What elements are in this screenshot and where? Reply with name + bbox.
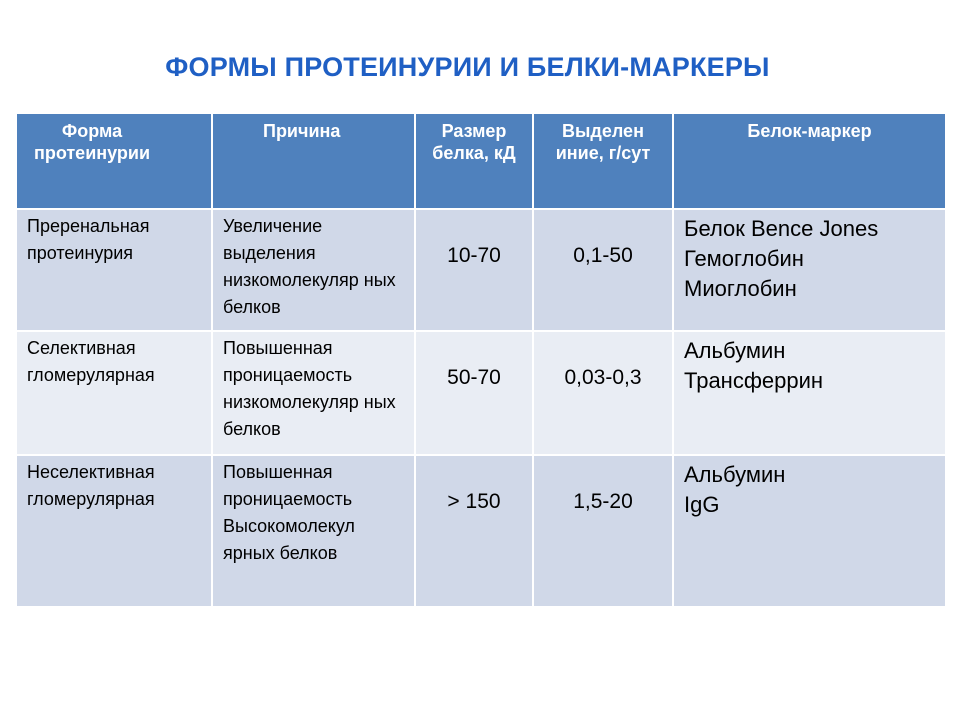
- cell-size: [415, 331, 533, 455]
- header-cause-label: Причина: [263, 121, 341, 141]
- cell-size: [415, 455, 533, 607]
- size-value: > 150: [447, 490, 501, 513]
- marker-item: Миоглобин: [684, 276, 797, 301]
- cell-size: [415, 209, 533, 331]
- cause-text: Увеличение выделения низкомолекуляр ных белков: [223, 216, 396, 317]
- cell-cause: [212, 331, 415, 455]
- cell-cause: [212, 209, 415, 331]
- header-cause: [212, 113, 415, 209]
- header-excretion: [533, 113, 673, 209]
- cell-excretion: [533, 455, 673, 607]
- cell-form: [16, 209, 212, 331]
- marker-item: Трансферрин: [684, 368, 824, 393]
- cell-excretion: [533, 209, 673, 331]
- slide-title: ФОРМЫ ПРОТЕИНУРИИ И БЕЛКИ-МАРКЕРЫ: [165, 52, 770, 82]
- cause-text: Повышенная проницаемость низкомолекуляр ных белков: [223, 338, 396, 439]
- size-value: 50-70: [447, 366, 501, 389]
- excretion-value: 0,03-0,3: [564, 366, 642, 389]
- header-marker: [673, 113, 946, 209]
- marker-item: IgG: [684, 492, 720, 517]
- marker-item: Гемоглобин: [684, 246, 804, 271]
- size-value: 10-70: [447, 244, 501, 267]
- table-row: [16, 455, 946, 607]
- form-text: Селективная гломерулярная: [27, 338, 155, 385]
- header-form: [16, 113, 212, 209]
- cell-form: [16, 331, 212, 455]
- marker-item: Альбумин: [684, 462, 786, 487]
- cause-text: Повышенная проницаемость Высокомолекул ярных белков: [223, 462, 355, 563]
- cell-marker: [673, 209, 946, 331]
- proteinuria-table: [15, 112, 947, 608]
- header-marker-label: Белок-маркер: [747, 121, 872, 141]
- cell-marker: [673, 331, 946, 455]
- form-text: Неселективная гломерулярная: [27, 462, 155, 509]
- header-size: [415, 113, 533, 209]
- form-text: Преренальная протеинурия: [27, 216, 150, 263]
- cell-marker: [673, 455, 946, 607]
- marker-item: Альбумин: [684, 338, 786, 363]
- cell-form: [16, 455, 212, 607]
- header-excretion-label: Выделен иние, г/сут: [555, 121, 651, 163]
- header-size-label: Размер белка, кД: [432, 121, 516, 163]
- table-row: [16, 331, 946, 455]
- table-row: [16, 209, 946, 331]
- cell-excretion: [533, 331, 673, 455]
- table-header-row: [16, 113, 946, 209]
- excretion-value: 1,5-20: [573, 490, 633, 513]
- excretion-value: 0,1-50: [573, 244, 633, 267]
- header-form-label: Форма протеинурии: [33, 121, 151, 163]
- cell-cause: [212, 455, 415, 607]
- marker-item: Белок Bence Jones: [684, 216, 879, 241]
